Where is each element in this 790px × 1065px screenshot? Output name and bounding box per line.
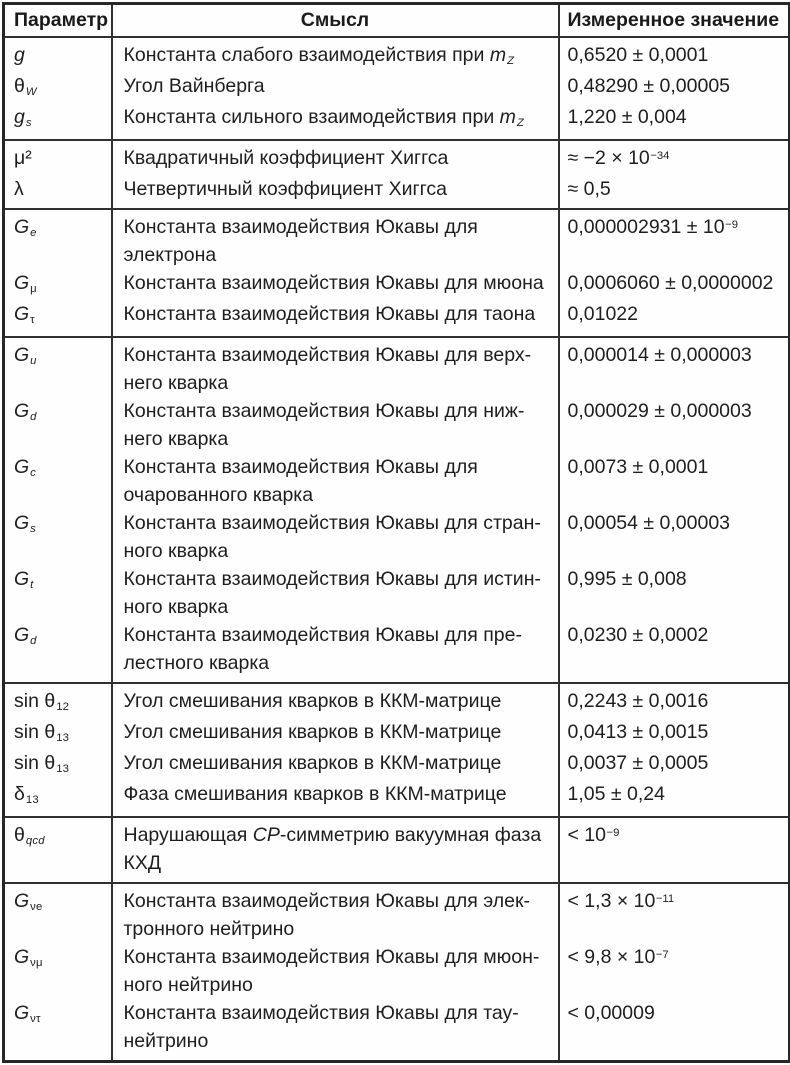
meaning-text: Константа взаимодействия Юкавы для ниж-: [123, 400, 525, 422]
table-row: [4, 621, 790, 683]
measured-value-text: 0,0073 ± 0,0001: [567, 456, 709, 478]
param-cell: [4, 621, 112, 683]
table-row: [4, 683, 790, 718]
meaning-text: CP: [252, 824, 280, 846]
measured-value-text: < 10: [567, 824, 606, 846]
value-cell: [559, 140, 790, 175]
measured-value-text: ≈ −2 × 10: [567, 147, 650, 169]
meaning-cell: [112, 140, 559, 175]
param-symbol: G: [14, 568, 30, 590]
table-row: [4, 337, 790, 397]
meaning-cell: [112, 103, 559, 140]
meaning-cell: [112, 817, 559, 883]
table-row: [4, 749, 790, 780]
param-symbol: λ: [14, 178, 24, 200]
param-group: [4, 337, 790, 683]
meaning-cell: [112, 300, 559, 337]
measured-value-text: 0,0006060 ± 0,0000002: [567, 272, 774, 294]
measured-value-text: −7: [655, 948, 669, 961]
param-cell: [4, 943, 112, 999]
meaning-cell: [112, 269, 559, 300]
meaning-text: Фаза смешивания кварков в ККМ-матрице: [123, 783, 507, 805]
param-symbol: e: [30, 227, 37, 240]
meaning-text: ного нейтрино: [123, 974, 253, 996]
param-symbol: G: [14, 344, 30, 366]
param-symbol: δ: [14, 783, 25, 805]
param-cell: [4, 103, 112, 140]
value-cell: [559, 453, 790, 509]
param-cell: [4, 453, 112, 509]
value-cell: [559, 72, 790, 103]
table-row: [4, 140, 790, 175]
param-cell: [4, 37, 112, 72]
meaning-text: ного кварка: [123, 540, 229, 562]
table-row: [4, 883, 790, 943]
measured-value-text: 0,6520 ± 0,0001: [567, 44, 709, 66]
meaning-text: Константа взаимодействия Юкавы для истин-: [123, 568, 541, 590]
measured-value-text: −34: [650, 149, 670, 162]
param-group: [4, 209, 790, 337]
param-cell: [4, 883, 112, 943]
param-cell: [4, 565, 112, 621]
param-cell: [4, 780, 112, 817]
measured-value-text: −9: [606, 826, 620, 839]
table-row: [4, 300, 790, 337]
param-symbol: s: [30, 523, 37, 536]
param-symbol: 13: [56, 763, 70, 776]
param-group: [4, 817, 790, 883]
meaning-text: лестного кварка: [123, 652, 270, 674]
param-symbol: G: [14, 272, 30, 294]
value-cell: [559, 565, 790, 621]
param-cell: [4, 749, 112, 780]
table-row: [4, 718, 790, 749]
header-parameter: Параметр: [14, 9, 109, 31]
measured-value-text: 1,05 ± 0,24: [567, 783, 665, 805]
value-cell: [559, 103, 790, 140]
table-row: [4, 37, 790, 72]
meaning-text: Константа взаимодействия Юкавы для: [123, 216, 478, 238]
param-symbol: G: [14, 890, 30, 912]
param-symbol: 13: [25, 794, 39, 807]
param-symbol: c: [30, 467, 37, 480]
meaning-cell: [112, 175, 559, 209]
meaning-text: Константа взаимодействия Юкавы для элек-: [123, 890, 530, 912]
meaning-cell: [112, 999, 559, 1062]
meaning-text: ного кварка: [123, 596, 229, 618]
table-row: [4, 103, 790, 140]
value-cell: [559, 337, 790, 397]
meaning-text: Четвертичный коэффициент Хиггса: [123, 178, 447, 200]
table-row: [4, 817, 790, 883]
value-cell: [559, 175, 790, 209]
param-symbol: g: [14, 44, 25, 66]
value-cell: [559, 999, 790, 1062]
value-cell: [559, 209, 790, 269]
table-row: [4, 269, 790, 300]
measured-value-text: 0,0037 ± 0,0005: [567, 752, 709, 774]
value-cell: [559, 300, 790, 337]
meaning-text: нейтрино: [123, 1030, 209, 1052]
meaning-text: Угол Вайнберга: [123, 75, 265, 97]
param-symbol: G: [14, 456, 30, 478]
param-cell: [4, 999, 112, 1062]
meaning-cell: [112, 72, 559, 103]
measured-value-text: < 9,8 × 10: [567, 946, 656, 968]
meaning-text: Константа взаимодействия Юкавы для таона: [123, 303, 536, 325]
table-row: [4, 509, 790, 565]
param-cell: [4, 337, 112, 397]
param-cell: [4, 175, 112, 209]
param-symbol: G: [14, 1002, 30, 1024]
meaning-text: него кварка: [123, 372, 229, 394]
table-row: [4, 209, 790, 269]
meaning-cell: [112, 718, 559, 749]
meaning-text: Константа слабого взаимодействия при: [123, 44, 490, 66]
param-group: [4, 683, 790, 817]
meaning-text: очарованного кварка: [123, 484, 314, 506]
table-row: [4, 453, 790, 509]
value-cell: [559, 509, 790, 565]
param-symbol: νμ: [30, 957, 43, 970]
measured-value-text: 0,000014 ± 0,000003: [567, 344, 752, 366]
param-symbol: d: [30, 635, 37, 648]
meaning-text: Квадратичный коэффициент Хиггса: [123, 147, 449, 169]
meaning-text: него кварка: [123, 428, 229, 450]
meaning-cell: [112, 509, 559, 565]
meaning-text: КХД: [123, 852, 162, 874]
meaning-text: Константа взаимодействия Юкавы для мюон-: [123, 946, 540, 968]
meaning-cell: [112, 883, 559, 943]
table-row: [4, 72, 790, 103]
meaning-cell: [112, 337, 559, 397]
value-cell: [559, 269, 790, 300]
measured-value-text: 0,0413 ± 0,0015: [567, 721, 709, 743]
meaning-cell: [112, 209, 559, 269]
meaning-text: Нарушающая: [123, 824, 253, 846]
meaning-text: Угол смешивания кварков в ККМ-матрице: [123, 690, 502, 712]
table-row: [4, 397, 790, 453]
meaning-cell: [112, 453, 559, 509]
param-cell: [4, 72, 112, 103]
value-cell: [559, 621, 790, 683]
measured-value-text: −9: [725, 218, 738, 231]
measured-value-text: 0,48290 ± 0,00005: [567, 75, 731, 97]
meaning-cell: [112, 397, 559, 453]
meaning-text: -симметрию вакуумная фаза: [279, 824, 542, 846]
param-symbol: 12: [56, 701, 70, 714]
param-group: [4, 883, 790, 1062]
param-cell: [4, 683, 112, 718]
param-symbol: G: [14, 624, 30, 646]
meaning-text: Константа сильного взаимодействия при: [123, 106, 500, 128]
value-cell: [559, 943, 790, 999]
param-cell: [4, 269, 112, 300]
param-symbol: θ: [14, 824, 25, 846]
table-row: [4, 780, 790, 817]
value-cell: [559, 749, 790, 780]
param-symbol: sin θ: [14, 690, 56, 712]
measured-value-text: 1,220 ± 0,004: [567, 106, 687, 128]
param-group: [4, 140, 790, 209]
param-symbol: τ: [30, 314, 35, 327]
measured-value-text: 0,000029 ± 0,000003: [567, 400, 752, 422]
meaning-text: Константа взаимодействия Юкавы для пре-: [123, 624, 522, 646]
param-symbol: 13: [56, 732, 70, 745]
standard-model-parameters-table: [2, 2, 790, 1063]
param-symbol: s: [25, 117, 32, 130]
param-cell: [4, 509, 112, 565]
meaning-text: тронного нейтрино: [123, 918, 295, 940]
meaning-cell: [112, 565, 559, 621]
table-row: [4, 565, 790, 621]
measured-value-text: 0,0230 ± 0,0002: [567, 624, 709, 646]
meaning-text: электрона: [123, 244, 217, 266]
value-cell: [559, 397, 790, 453]
value-cell: [559, 780, 790, 817]
meaning-text: Угол смешивания кварков в ККМ-матрице: [123, 721, 502, 743]
header-measured-value: Измеренное значение: [559, 4, 790, 38]
param-symbol: μ: [30, 283, 37, 296]
meaning-text: Угол смешивания кварков в ККМ-матрице: [123, 752, 502, 774]
param-cell: [4, 209, 112, 269]
param-cell: [4, 140, 112, 175]
param-symbol: sin θ: [14, 752, 56, 774]
meaning-text: Z: [507, 55, 515, 68]
value-cell: [559, 817, 790, 883]
meaning-cell: [112, 683, 559, 718]
value-cell: [559, 683, 790, 718]
meaning-cell: [112, 37, 559, 72]
value-cell: [559, 37, 790, 72]
meaning-text: m: [499, 106, 516, 128]
meaning-text: Константа взаимодействия Юкавы для: [123, 456, 478, 478]
table-row: [4, 943, 790, 999]
param-symbol: g: [14, 106, 25, 128]
param-symbol: G: [14, 400, 30, 422]
meaning-cell: [112, 621, 559, 683]
meaning-text: Константа взаимодействия Юкавы для верх-: [123, 344, 532, 366]
measured-value-text: 0,01022: [567, 303, 638, 325]
param-cell: [4, 300, 112, 337]
param-symbol: G: [14, 303, 30, 325]
measured-value-text: < 1,3 × 10: [567, 890, 656, 912]
measured-value-text: 0,00054 ± 0,00003: [567, 512, 731, 534]
measured-value-text: −11: [655, 892, 675, 905]
header-row: [4, 4, 790, 38]
param-cell: [4, 817, 112, 883]
param-symbol: νe: [30, 901, 43, 914]
param-cell: [4, 397, 112, 453]
meaning-cell: [112, 943, 559, 999]
measured-value-text: 0,2243 ± 0,0016: [567, 690, 709, 712]
header-meaning: Смысл: [112, 4, 559, 38]
meaning-text: Константа взаимодействия Юкавы для тау-: [123, 1002, 519, 1024]
param-symbol: G: [14, 216, 30, 238]
table-row: [4, 175, 790, 209]
meaning-text: Z: [516, 117, 525, 130]
param-symbol: W: [25, 86, 37, 99]
measured-value-text: 0,000002931 ± 10: [567, 216, 725, 238]
param-symbol: μ²: [14, 147, 32, 169]
meaning-text: Константа взаимодействия Юкавы для мюона: [123, 272, 544, 294]
meaning-text: m: [489, 44, 507, 66]
param-group: [4, 37, 790, 140]
meaning-text: Константа взаимодействия Юкавы для стран-: [123, 512, 541, 534]
meaning-cell: [112, 780, 559, 817]
param-symbol: ντ: [30, 1013, 41, 1026]
table-row: [4, 999, 790, 1062]
measured-value-text: < 0,00009: [567, 1002, 655, 1024]
value-cell: [559, 718, 790, 749]
param-cell: [4, 718, 112, 749]
param-symbol: θ: [14, 75, 25, 97]
measured-value-text: ≈ 0,5: [567, 178, 611, 200]
param-symbol: t: [30, 579, 34, 592]
param-symbol: G: [14, 946, 30, 968]
param-symbol: d: [30, 411, 37, 424]
value-cell: [559, 883, 790, 943]
measured-value-text: 0,995 ± 0,008: [567, 568, 687, 590]
param-symbol: u: [30, 355, 37, 368]
meaning-cell: [112, 749, 559, 780]
param-symbol: qcd: [25, 835, 45, 848]
param-symbol: G: [14, 512, 30, 534]
param-symbol: sin θ: [14, 721, 56, 743]
table-header: [4, 4, 790, 38]
